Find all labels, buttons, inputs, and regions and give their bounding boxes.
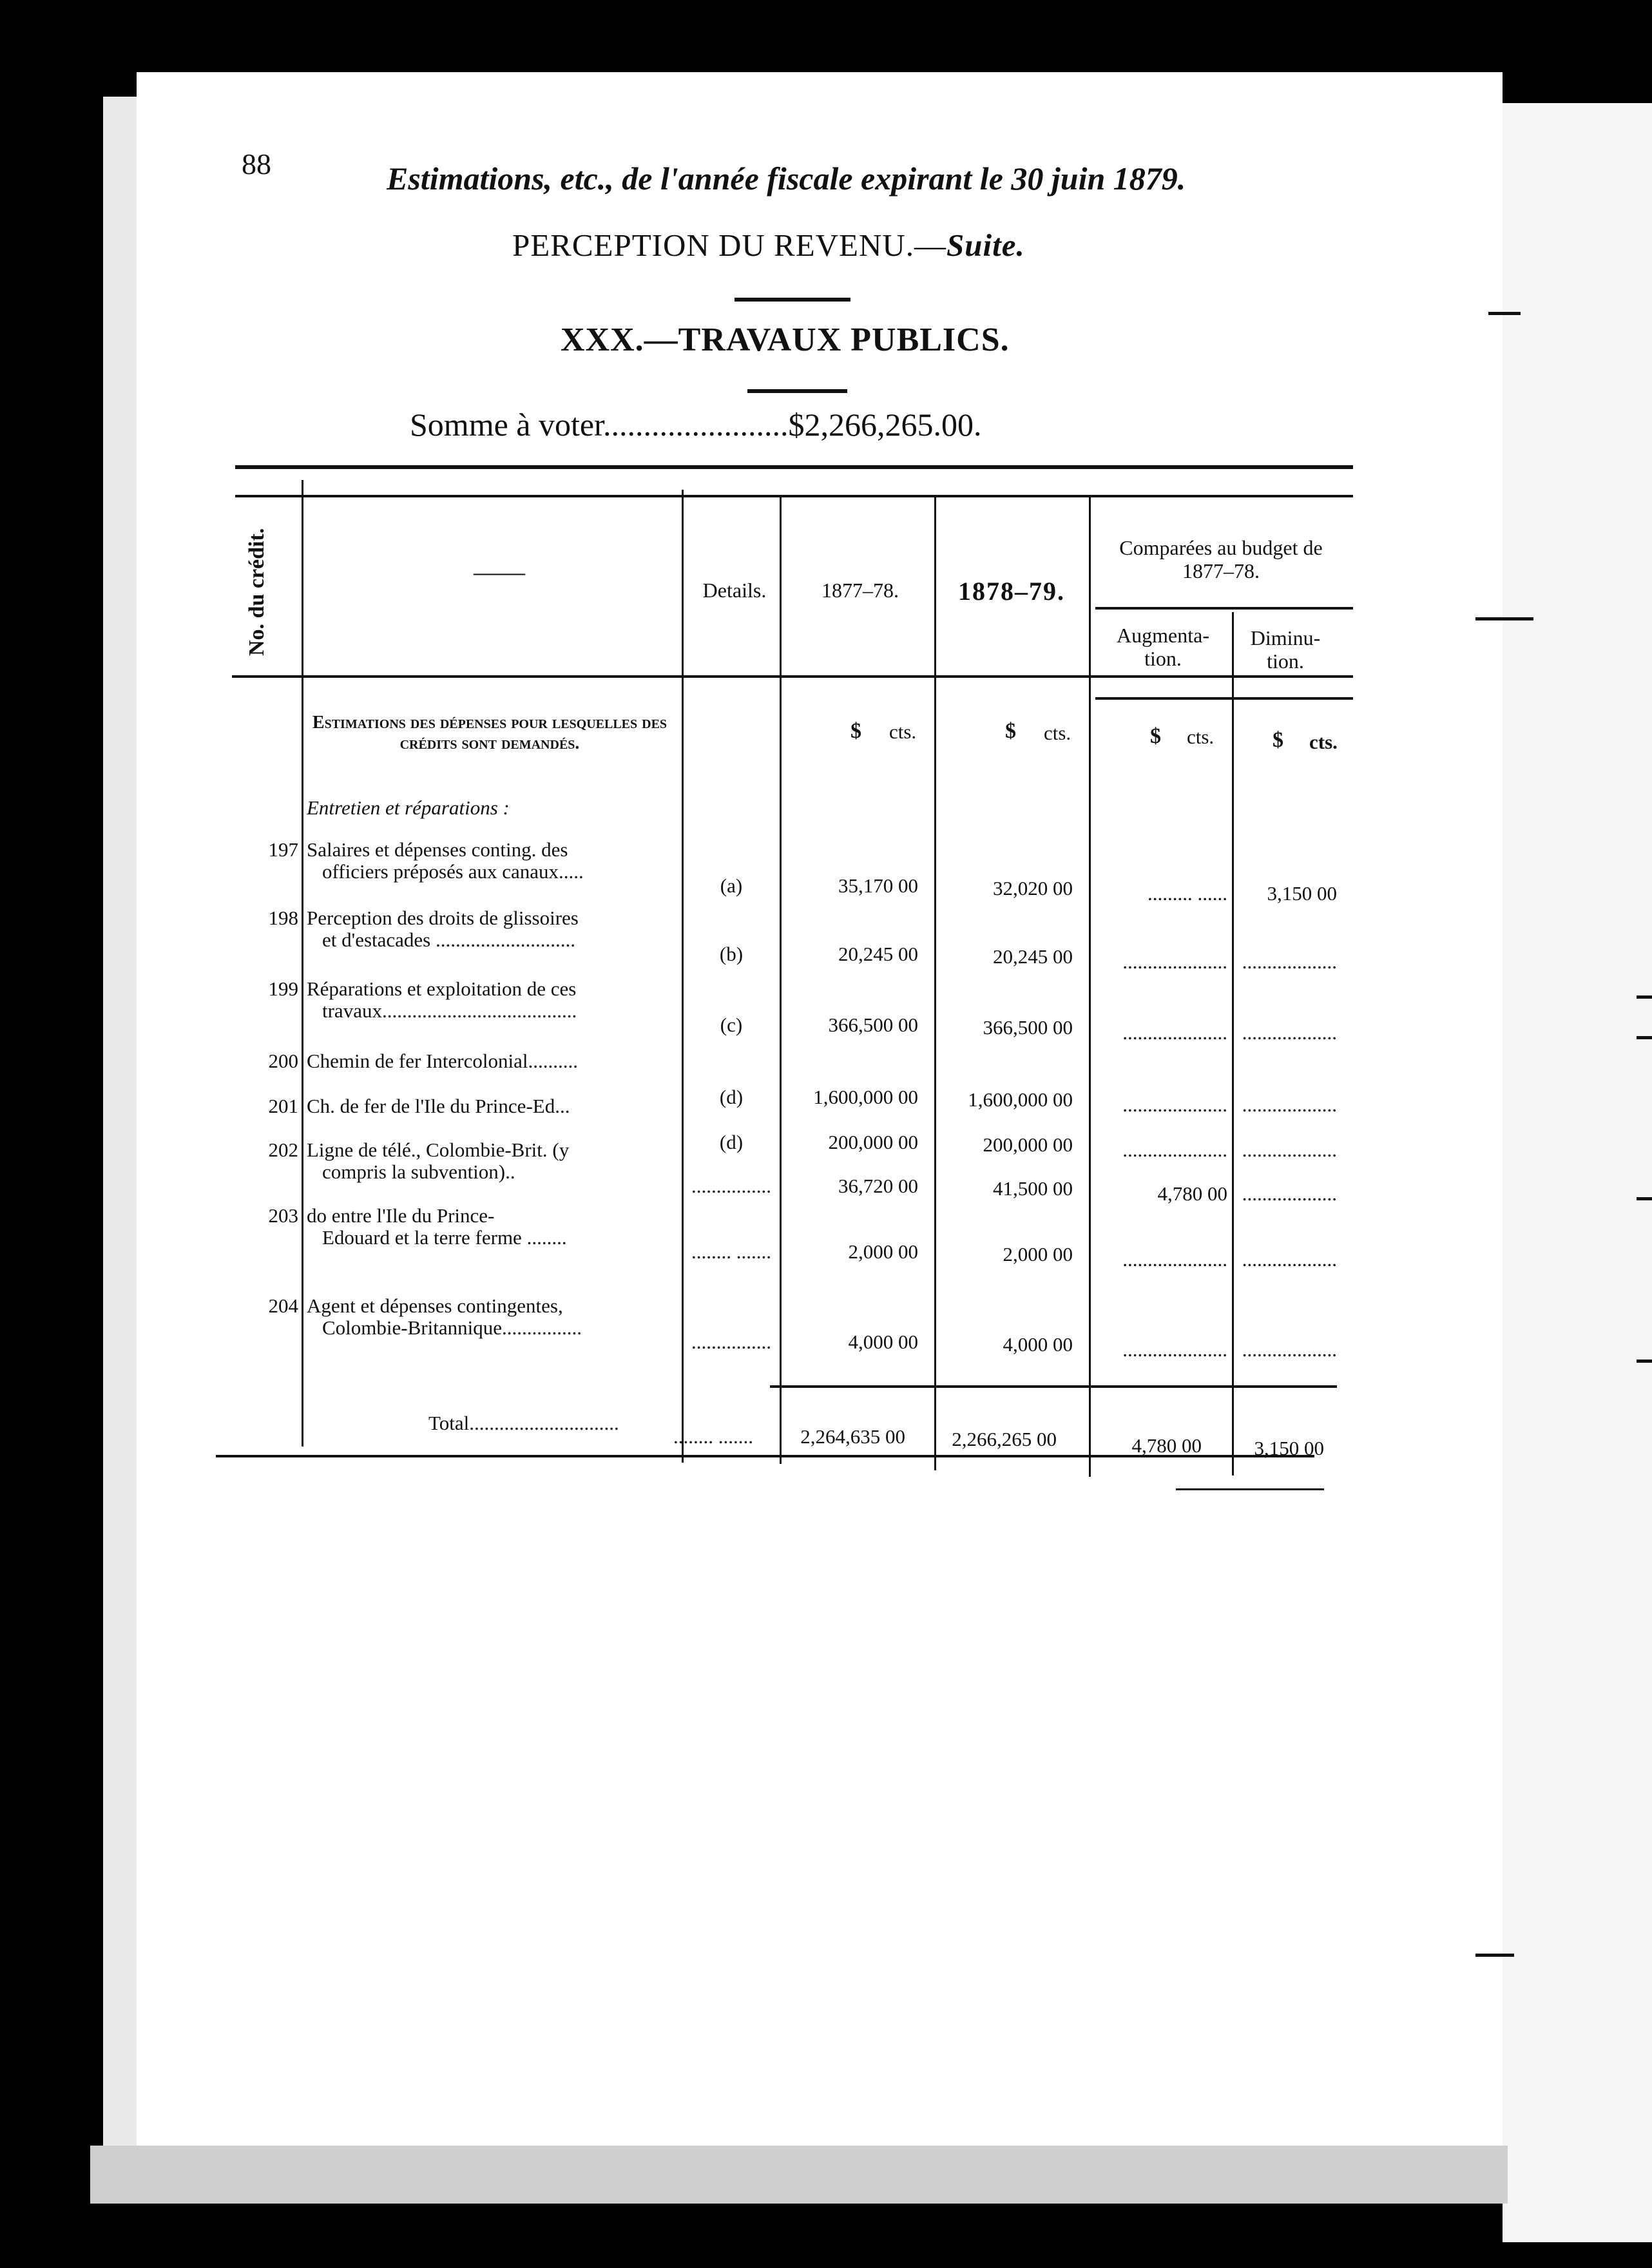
page-left-edge (103, 97, 137, 2146)
row-details: ........ ....... (691, 1240, 771, 1263)
unit-cts: cts. (889, 720, 917, 743)
total-augmentation: 4,780 00 (1131, 1434, 1202, 1457)
row-1877-78: 20,245 00 (838, 943, 918, 965)
row-1878-79: 20,245 00 (993, 945, 1073, 968)
table-top-rule (235, 465, 1353, 469)
closing-rule (1176, 1488, 1324, 1490)
row-1877-78: 1,600,000 00 (813, 1086, 918, 1108)
row-1877-78: 35,170 00 (838, 874, 918, 897)
margin-mark (1637, 1197, 1652, 1200)
row-diminution: ................... (1242, 1139, 1337, 1161)
row-description-line1: Ligne de télé., Colombie-Brit. (y (307, 1139, 570, 1161)
short-rule (747, 389, 847, 393)
row-augmentation: ..................... (1122, 1139, 1227, 1161)
row-1877-78: 4,000 00 (848, 1331, 918, 1353)
row-details: ................ (691, 1331, 771, 1353)
section-title: PERCEPTION DU REVENU.— (512, 227, 946, 263)
header-no-credit: No. du crédit. (245, 528, 269, 656)
row-details: ................ (691, 1175, 771, 1197)
row-augmentation: ..................... (1122, 1338, 1227, 1361)
credit-number: 200 (268, 1050, 298, 1072)
credit-number: 203 (268, 1204, 298, 1227)
row-description-line2: Colombie-Britannique................ (322, 1316, 582, 1339)
column-divider (934, 497, 936, 1470)
total-rule (770, 1385, 1337, 1388)
row-augmentation: ..................... (1122, 1021, 1227, 1044)
row-augmentation: 4,780 00 (1157, 1182, 1227, 1205)
row-diminution: ................... (1242, 1093, 1337, 1116)
scanned-page (137, 72, 1503, 2173)
credit-number: 198 (268, 907, 298, 929)
margin-mark (1488, 312, 1521, 315)
row-details: (d) (719, 1086, 744, 1108)
column-divider (1232, 612, 1234, 1475)
row-augmentation: ..................... (1122, 1248, 1227, 1271)
row-1878-79: 41,500 00 (993, 1177, 1073, 1200)
unit-cts: cts. (1309, 731, 1338, 753)
section-caption: Estimations des dépenses pour lesquelles des crédits sont demandés. (312, 713, 668, 753)
credit-number: 199 (268, 977, 298, 1000)
row-description-line2: compris la subvention).. (322, 1160, 515, 1183)
row-1877-78: 2,000 00 (848, 1240, 918, 1263)
running-head: Estimations, etc., de l'année fiscale expirant le 30 juin 1879. (387, 160, 1186, 197)
subcaption: Entretien et réparations : (307, 796, 510, 819)
section-heading (512, 227, 1025, 264)
header-1877-78: 1877–78. (821, 579, 899, 602)
row-description-line1: Agent et dépenses contingentes, (307, 1294, 563, 1317)
row-diminution: ................... (1242, 1182, 1337, 1205)
row-diminution: ................... (1242, 1248, 1337, 1271)
row-1877-78: 200,000 00 (828, 1131, 918, 1153)
total-diminution: 3,150 00 (1254, 1437, 1324, 1459)
short-rule (735, 298, 850, 302)
facing-page-strip (1503, 103, 1652, 2242)
row-augmentation: ..................... (1122, 950, 1227, 973)
unit-dollar: $ (1150, 724, 1161, 748)
comparees-rule (1095, 607, 1353, 610)
credit-number: 204 (268, 1294, 298, 1317)
row-description-line2: travaux....................................... (322, 999, 577, 1022)
row-augmentation: ......... ...... (1148, 882, 1227, 905)
row-description-line1: Réparations et exploitation de ces (307, 977, 577, 1000)
vote-title: XXX.—TRAVAUX PUBLICS. (561, 322, 1010, 358)
header-details: Details. (702, 579, 767, 602)
row-1878-79: 2,000 00 (1003, 1243, 1073, 1265)
table-top-rule (235, 495, 1353, 497)
sum-to-vote: Somme à voter.......................$2,266,265.00. (410, 407, 982, 443)
unit-dollar: $ (1005, 719, 1016, 743)
page-bottom-shadow (90, 2146, 1508, 2204)
row-1878-79: 1,600,000 00 (968, 1088, 1073, 1111)
row-description-line1: do entre l'Ile du Prince- (307, 1204, 495, 1227)
row-diminution: ................... (1242, 950, 1337, 973)
unit-dollar: $ (850, 719, 861, 743)
margin-mark (1637, 1360, 1652, 1363)
row-1878-79: 4,000 00 (1003, 1333, 1073, 1356)
header-augmentation: Augmenta- tion. (1117, 624, 1209, 670)
total-details: ........ ....... (673, 1425, 753, 1448)
column-divider (682, 490, 684, 1463)
header-bottom-rule (232, 675, 1353, 678)
row-1878-79: 32,020 00 (993, 877, 1073, 899)
row-details: (a) (720, 874, 743, 897)
row-diminution: ................... (1242, 1338, 1337, 1361)
row-details: (b) (719, 943, 744, 965)
row-details: (d) (719, 1131, 744, 1153)
row-diminution: ................... (1242, 1021, 1337, 1044)
margin-mark (1637, 1036, 1652, 1039)
row-description-line2: et d'estacades ............................ (322, 928, 575, 951)
row-description-line1: Ch. de fer de l'Ile du Prince-Ed... (307, 1095, 570, 1117)
row-1878-79: 200,000 00 (983, 1133, 1073, 1156)
row-description-line2: officiers préposés aux canaux..... (322, 860, 584, 883)
total-1877-78: 2,264,635 00 (800, 1425, 905, 1448)
unit-cts: cts. (1187, 726, 1215, 748)
row-1878-79: 366,500 00 (983, 1016, 1073, 1039)
row-diminution: 3,150 00 (1267, 882, 1337, 905)
unit-dollar: $ (1273, 728, 1283, 752)
margin-mark (1637, 995, 1652, 999)
row-description-line1: Perception des droits de glissoires (307, 907, 579, 929)
row-augmentation: ..................... (1122, 1093, 1227, 1116)
row-description-line1: Salaires et dépenses conting. des (307, 838, 568, 861)
section-suite: Suite. (946, 227, 1025, 263)
total-1878-79: 2,266,265 00 (952, 1428, 1057, 1450)
credit-number: 197 (268, 838, 298, 861)
column-divider (780, 497, 782, 1464)
unit-cts: cts. (1044, 722, 1071, 744)
row-description-line1: Chemin de fer Intercolonial.......... (307, 1050, 578, 1072)
credit-number: 202 (268, 1139, 298, 1161)
header-bottom-rule (1095, 697, 1353, 700)
column-divider (1089, 497, 1091, 1477)
row-details: (c) (720, 1014, 743, 1036)
header-diminution: Diminu- tion. (1250, 626, 1321, 673)
header-dash: —— (474, 557, 525, 586)
row-description-line2: Edouard et la terre ferme ........ (322, 1226, 567, 1249)
column-divider (302, 480, 303, 1446)
header-1878-79: 1878–79. (958, 577, 1065, 606)
margin-mark (1475, 617, 1533, 620)
row-1877-78: 36,720 00 (838, 1175, 918, 1197)
credit-number: 201 (268, 1095, 298, 1117)
margin-mark (1475, 1954, 1514, 1957)
page-number: 88 (242, 148, 271, 180)
total-label: Total.............................. (428, 1412, 619, 1434)
row-1877-78: 366,500 00 (828, 1014, 918, 1036)
header-comparees: Comparées au budget de 1877–78. (1119, 536, 1323, 582)
